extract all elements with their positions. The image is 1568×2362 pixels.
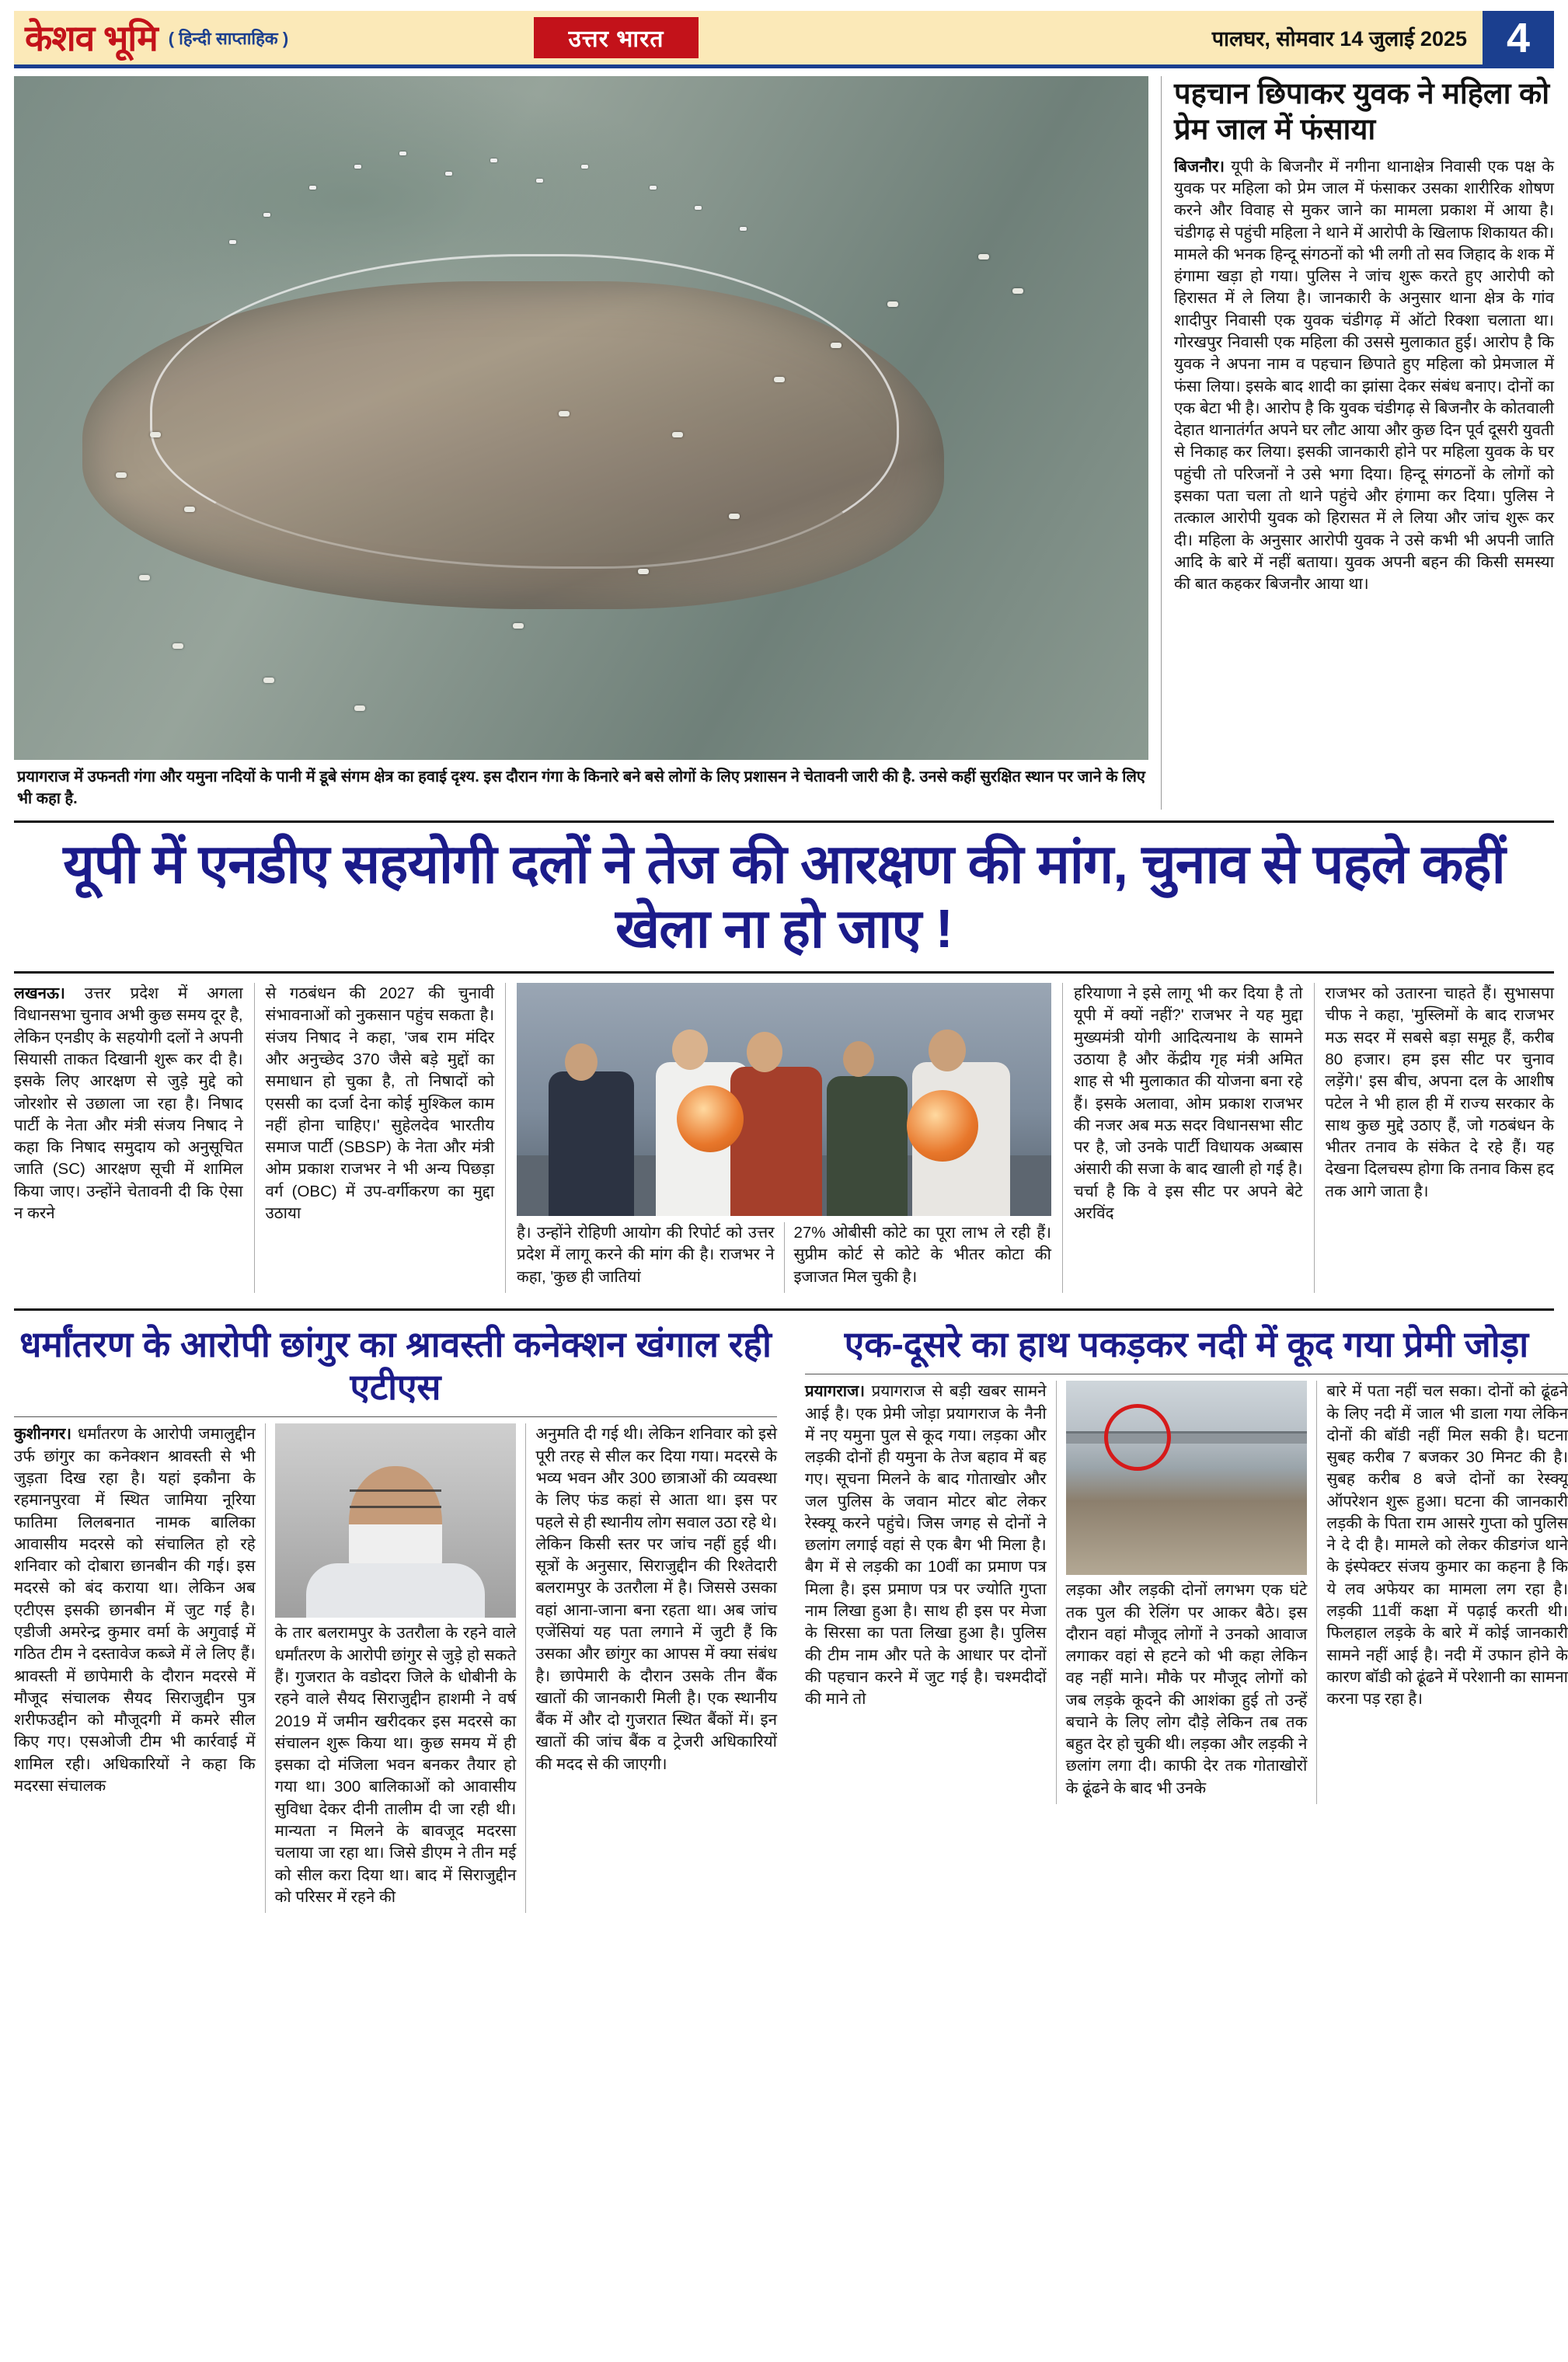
- story-right-col-3: [1326, 1381, 1568, 1804]
- masthead: [14, 11, 1554, 68]
- flower-bouquet: [677, 1085, 744, 1152]
- side-story-bijnor: [1161, 76, 1554, 810]
- story-left-headline: धर्मांतरण के आरोपी छांगुर का श्रावस्ती कनेक्शन खंगाल रही एटीएस: [19, 1324, 772, 1408]
- glasses-icon: [350, 1489, 441, 1508]
- person-head: [747, 1032, 782, 1072]
- story-right-col-1: [805, 1381, 1047, 1804]
- story-right-col-1-text: प्रयागराज से बड़ी खबर सामने आई है। एक प्रेमी जोड़ा प्रयागराज के नैनी में नए यमुना पुल से कूद गया। लड़का और लड़की दोनों ही यमुना के तेज बहाव में बह गए। सूचना मिलने के बाद गोताखोर और जल पुलिस के जवान मोटर बोट लेकर रेस्क्यू करने पहुंचे। जिस जगह से दोनों ने छलांग लगाई वहां से एक बैग भी मिला है। बैग में से लड़की का 10वीं का प्रमाण पत्र मिला है। इस प्रमाण पत्र पर ज्योति गुप्ता नाम लिखा हुआ है। साथ ही इस पर मेजा के सिरसा का पता लिखा हुआ है। पुलिस की टीम नाम और पते के आधार पर दोनों की पहचान करने में जुट गई है। चश्मदीदों की माने तो: [805, 1382, 1047, 1709]
- mid-col-3-text: है। उन्होंने रोहिणी आयोग की रिपोर्ट को उत्तर प्रदेश में लागू करने की मांग की है। राजभर ने कहा, 'कुछ ही जातियां: [517, 1224, 775, 1286]
- masthead-dateline: पालघर, सोमवार 14 जुलाई 2025: [1211, 27, 1467, 51]
- portrait-background: [275, 1423, 517, 1618]
- barrier-rope: [150, 254, 899, 569]
- chhangur-baba-portrait-photo: [275, 1423, 517, 1618]
- mid-col-4: [793, 1222, 1051, 1293]
- story-right-col-3-text: बारे में पता नहीं चल सका। दोनों को ढूंढने के लिए नदी में जाल भी डाला गया लेकिन दोनों की बॉडी नहीं मिल सकी है। घटना सुबह करीब 7 बजकर 30 मिनट की है। सुबह करीब 8 बजे दोनों का रेस्क्यू ऑपरेशन शुरू हुआ। घटना की जानकारी लड़की के पिता राम आसरे गुप्ता को पुलिस ने दे दी है। मामले को लेकर कीडगंज थाने के इंस्पेक्टर संजय कुमार का कहना है कि ये लव अफेयर का मामला लग रहा है। लड़की 11वीं कक्षा में पढ़ाई करती थी। फिलहाल लड़के के बारे में कोई जानकारी सामने नहीं आई है। नदी में उफान होने के कारण बॉडी को ढूंढने में परेशानी का सामना करना पड़ रहा है।: [1326, 1382, 1568, 1709]
- story-left-col-3-text: अनुमति दी गई थी। लेकिन शनिवार को इसे पूरी तरह से सील कर दिया गया। मदरसे के भव्य भवन और 300 छात्राओं की व्यवस्था के लिए फंड कहां से आता था। इस पर पहले से ही स्थानीय लोग सवाल उठा रहे थे। लेकिन किसी स्तर पर जांच नहीं हुई थी। सूत्रों के अनुसार, सिराजुद्दीन की रिश्तेदारी बलरामपुर के उतरौला में है। जिससे उसका वहां आना-जाना बना रहता था। अब जांच एजेंसियां यह पता लगाने में जुटी हैं कि उसका और छांगुर का आपस में क्या संबंध है। छापेमारी के दौरान उसके तीन बैंक खातों की जानकारी मिली है। एक स्थानीय बैंक में और दो गुजरात स्थित बैंकों में। इन खातों की जांच बैंक व ट्रेजरी अधिकारियों की मदद से की जाएगी।: [535, 1425, 777, 1773]
- masthead-section-badge-wrap: [449, 11, 783, 64]
- mid-col-5: [1074, 983, 1303, 1293]
- mid-col-2: [266, 983, 495, 1293]
- top-section: [14, 76, 1554, 810]
- mid-col-2-text: से गठबंधन की 2027 की चुनावी संभावनाओं को नुकसान पहुंच सकता है। संजय निषाद ने कहा, 'जब राम मंदिर और अनुच्छेद 370 जैसे बड़े मुद्दों का समाधान हो चुका है, तो निषादों को एससी का दर्जा देना कोई मुश्किल काम नहीं होना चाहिए।' सुहेलदेव भारतीय समाज पार्टी (SBSP) के नेता और मंत्री ओम प्रकाश राजभर ने भी अन्य पिछड़ा वर्ग (OBC) में उप-वर्गीकरण का मुद्दा उठाया: [265, 984, 495, 1222]
- mid-col-5-text: हरियाणा ने इसे लागू भी कर दिया है तो यूपी में क्यों नहीं?' राजभर ने यह मुद्दा मुख्यमंत्री योगी आदित्यनाथ के सामने उठाया है और केंद्रीय गृह मंत्री अमित शाह से भी मुलाकात की योजना बना रहे हैं। इसके अलावा, ओम प्रकाश राजभर की नजर अब मऊ सदर विधानसभा सीट पर है, जो उनके पार्टी विधायक अब्बास अंसारी की सजा के बाद खाली हो गई है। चर्चा है कि वे इस सीट पर अपने बेटे अरविंद: [1073, 984, 1303, 1222]
- mid-col-1: [14, 983, 243, 1293]
- person-head: [929, 1029, 966, 1071]
- story-left-col-1-text: धर्मांतरण के आरोपी जमालुद्दीन उर्फ छांगुर का कनेक्शन श्रावस्ती से भी जुड़ता दिख रहा है। यहां इकौना के रहमानपुरवा में स्थित जामिया नूरिया फातिमा लिलबनात नामक बालिका आवासीय मदरसे को संचालित हो रहे शनिवार को दोबारा छानबीन की गई। इस मदरसे को बंद कराया था। लेकिन अब एटीएस इसकी छानबीन में जुट गई है। एडीजी अमरेन्द्र कुमार वर्मा के अगुवाई में गठित टीम ने दस्तावेज कब्जे में ले लिए हैं। श्रावस्ती में छापेमारी के दौरान मदरसे में मौजूद संचालक सैयद सिराजुद्दीन पुत्र शरीफउद्दीन को मौजूदगी में कमरे सील किए गए। एसओजी टीम भी कार्रवाई में शामिल रही। अधिकारियों ने कहा कि मदरसा संचालक: [14, 1425, 256, 1795]
- column-divider: [1316, 1381, 1317, 1804]
- column-divider: [525, 1423, 526, 1913]
- column-divider: [1062, 983, 1063, 1293]
- section-divider: [14, 1308, 1554, 1311]
- lead-photo-block: [14, 76, 1148, 810]
- person-figure: [549, 1071, 634, 1216]
- flower-bouquet: [907, 1090, 978, 1162]
- bridge-railing: [1066, 1431, 1308, 1444]
- highlight-circle-marker: [1104, 1404, 1171, 1471]
- mid-col-1-text: उत्तर प्रदेश में अगला विधानसभा चुनाव अभी कुछ समय दूर है, लेकिन एनडीए के सहयोगी दलों ने अपनी सियासी ताकत दिखानी शुरू कर दी है। इसके लिए आरक्षण से जुड़े मुद्दे को जोरशोर से उछाला जा रहा है। निषाद पार्टी के नेता और मंत्री संजय निषाद ने कहा कि निषाद समुदाय को अनुसूचित जाति (SC) आरक्षण सूची में शामिल किया जाए। उन्होंने चेतावनी दी कि ऐसा न करने: [14, 984, 243, 1222]
- side-story-headline: पहचान छिपाकर युवक ने महिला को प्रेम जाल में फंसाया: [1174, 78, 1550, 147]
- column-divider: [265, 1423, 266, 1913]
- newspaper-title: केशव भूमि: [25, 17, 158, 58]
- page-number: 4: [1483, 11, 1554, 64]
- story-left-col-2-text: के तार बलरामपुर के उतरौला के रहने वाले धर्मांतरण के आरोपी छांगुर से जुड़े हो सकते हैं। गुजरात के वडोदरा जिले के धोबीनी के रहने वाले सैयद सिराजुद्दीन हाशमी ने वर्ष 2019 में जमीन खरीदकर इस मदरसे का संचालन शुरू किया था। कुछ समय में ही इसका दो मंजिला भवन बनकर तैयार हो गया था। 300 बालिकाओं को आवासीय सुविधा देकर दीनी तालीम दी जा रही थी। मान्यता न मिलने के बावजूद मदरसा चलाया जा रहा था। जिसे डीएम ने तीन मई को सील करा दिया था। बाद में सिराजुद्दीन को परिसर में रहने की: [274, 1624, 517, 1906]
- banner-headline-block: [14, 820, 1554, 974]
- story-left-col-1: [14, 1423, 256, 1913]
- section-badge: उत्तर भारत: [534, 17, 698, 58]
- newspaper-subtitle: ( हिन्दी साप्ताहिक ): [168, 28, 289, 48]
- column-divider: [505, 983, 506, 1293]
- mid-dateline: लखनऊ।: [14, 984, 65, 1003]
- mid-col-3: [517, 1222, 775, 1293]
- masthead-brand: [14, 11, 449, 64]
- side-story-dateline: बिजनौर।: [1174, 157, 1225, 176]
- story-chhangur-shravasti: [14, 1319, 777, 1913]
- column-divider: [1314, 983, 1315, 1293]
- mid-photo-and-cols: [517, 983, 1051, 1293]
- banner-headline: यूपी में एनडीए सहयोगी दलों ने तेज की आरक्षण की मांग, चुनाव से पहले कहीं खेला ना हो जाए !: [63, 834, 1505, 959]
- story-left-dateline: कुशीनगर।: [14, 1425, 72, 1444]
- column-divider: [784, 1222, 785, 1293]
- story-right-col-2-text: लड़का और लड़की दोनों लगभग एक घंटे तक पुल की रेलिंग पर आकर बैठे। इस दौरान वहां मौजूद लोगों ने उनको आवाज लगाकर वहां से हटने को भी कहा लेकिन वह नहीं माने। मौके पर मौजूद लोगों को जब लड़के कूदने की आशंका हुई तो उन्हें बचाने के लिए लोग दौड़े लेकिन तब तक बहुत देर हो चुकी थी। लड़का और लड़की ने छलांग लगा दी। काफी देर तक गोताखोरों के ढूंढने के बाद भी उनके: [1065, 1581, 1308, 1797]
- story-right-dateline: प्रयागराज।: [805, 1382, 866, 1401]
- story-right-col-2: [1066, 1381, 1308, 1804]
- river-scene: [1066, 1381, 1308, 1575]
- person-figure: [827, 1076, 908, 1216]
- yamuna-bridge-river-photo: [1066, 1381, 1308, 1575]
- mid-col-6: [1325, 983, 1554, 1293]
- column-divider: [1056, 1381, 1057, 1804]
- side-story-body: [1174, 156, 1554, 596]
- person-head: [672, 1029, 708, 1070]
- story-left-col-2: [275, 1423, 517, 1913]
- lower-section: [14, 1319, 1568, 1913]
- mid-section-nda-reservation: [14, 983, 1554, 1301]
- mid-col-4-text: 27% ओबीसी कोटे का पूरा लाभ ले रही हैं। सुप्रीम कोर्ट से कोटे के भीतर कोटा की इजाजत मिल चुकी है।: [793, 1224, 1051, 1286]
- amit-shah-om-prakash-rajbhar-photo: [517, 983, 1051, 1216]
- mid-col-6-text: राजभर को उतारना चाहते हैं। सुभासपा चीफ ने कहा, 'मुस्लिमों के बाद राजभर मऊ सदर में सबसे बड़ा समूह हैं, करीब 80 हजार। हम इस सीट पर चुनाव लड़ेंगे।' इस बीच, अपना दल के आशीष पटेल ने भी हाल ही में राज्य सरकार के साथ कुछ मुद्दे उठाए हैं, जो गठबंधन के भीतर तनाव के संकेत दे रहे हैं। यह देखना दिलचस्प होगा कि तनाव किस हद तक आगे जाता है।: [1325, 984, 1554, 1200]
- story-lovers-jump-yamuna: [805, 1319, 1568, 1913]
- story-right-headline: एक-दूसरे का हाथ पकड़कर नदी में कूद गया प्रेमी जोड़ा: [844, 1324, 1529, 1365]
- person-head: [843, 1041, 874, 1077]
- aerial-sangam-flood-photo: [14, 76, 1148, 760]
- story-divider: [14, 1416, 777, 1417]
- lead-photo-caption: प्रयागराज में उफनती गंगा और यमुना नदियों के पानी में डूबे संगम क्षेत्र का हवाई दृश्य. इस दौरान गंगा के किनारे बने बसे लोगों के लिए प्रशासन ने चेतावनी जारी की है. उनसे कहीं सुरक्षित स्थान पर जाने के लिए भी कहा है.: [17, 768, 1145, 807]
- shirt-shape: [306, 1563, 485, 1618]
- column-divider: [254, 983, 255, 1293]
- side-story-text: यूपी के बिजनौर में नगीना थानाक्षेत्र निवासी एक पक्ष के युवक पर महिला को प्रेम जाल में फंसाकर उसका शारीरिक शोषण करने और विवाह से मुकर जाने का मामला प्रकाश में आया है। चंडीगढ़ से पहुंची महिला ने थाने में आरोपी के खिलाफ शिकायत की। मामले की भनक हिन्दू संगठनों को भी लगी तो सव जिहाद के शक में हंगामा खड़ा हो गया। पुलिस ने जांच शुरू करते हुए आरोपी को हिरासत में ले लिया है। जानकारी के अनुसार थाना क्षेत्र के गांव शादीपुर निवासी एक युवक चंडीगढ़ में ऑटो रिक्शा चलाता था। गोरखपुर निवासी एक महिला की उससे मुलाकात हुई। आरोप है कि युवक ने अपना नाम व पहचान छिपाते हुए महिला को प्रेमजाल में फंसा लिया। इसके बाद शादी का झांसा देकर संबंध बनाए। दोनों का एक बेटा भी है। आरोप है कि युवक चंडीगढ़ से बिजनौर के कोतवाली देहात थानातंर्गत अपने घर लौट आया और कुछ दिन पूर्व दूसरी युवती से निकाह कर लिया। इसकी जानकारी होने पर महिला युवक के घर पहुंची तो परिजनों ने उसे भगा दिया। हिन्दू संगठनों के लोगों को इसका पता चला तो थाने पहुंचे और हंगामा कर दिया। पुलिस ने तत्काल आरोपी युवक को हिरासत में ले लिया और जांच शुरू कर दी। महिला के अनुसार आरोपी युवक ने उसे कभी भी अपनी जाति आदि के बारे में नहीं बताया। युवक अपनी बहन की किसी समस्या की बात कहकर बिजनौर आया था।: [1174, 157, 1554, 594]
- person-figure: [730, 1067, 822, 1216]
- story-left-col-3: [535, 1423, 777, 1913]
- person-head: [565, 1043, 598, 1081]
